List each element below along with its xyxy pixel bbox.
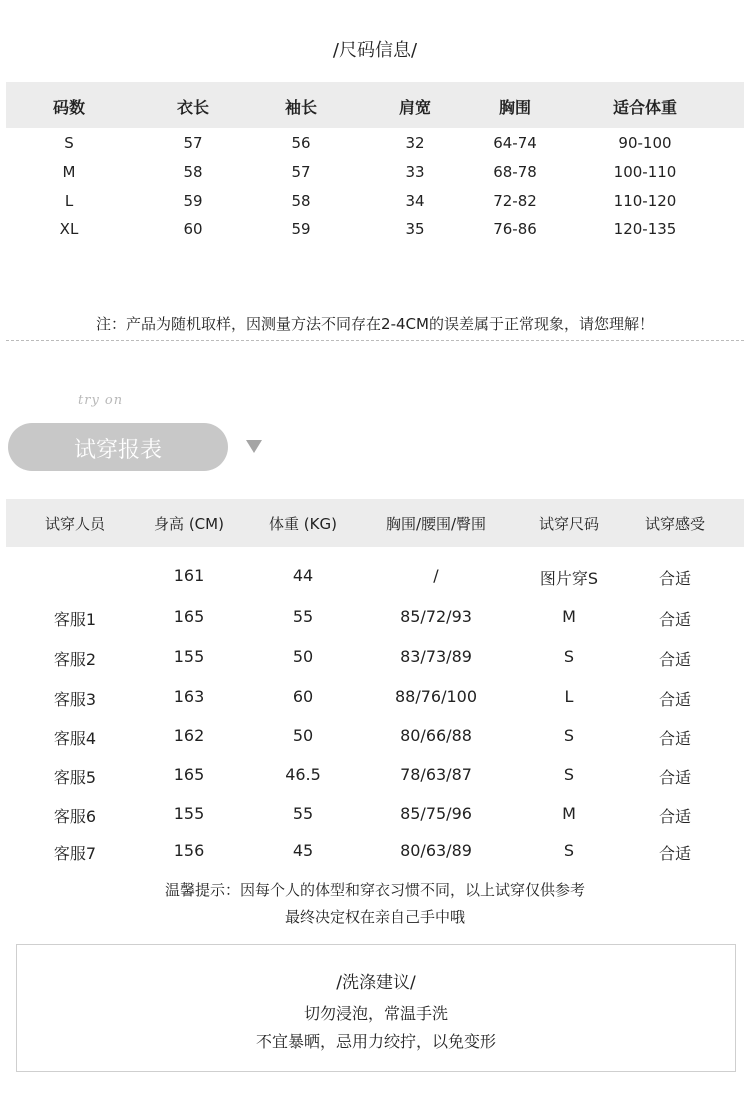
try-on-tip-line2: 最终决定权在亲自己手中哦	[284, 908, 465, 926]
try-cell: 80/63/89	[400, 841, 472, 860]
try-cell: 客服5	[53, 768, 97, 787]
size-cell: 58	[291, 192, 311, 210]
try-cell: S	[563, 841, 575, 860]
size-col-header: 袖长	[284, 98, 317, 117]
try-cell: 155	[173, 647, 205, 666]
try-cell: 55	[292, 804, 314, 823]
try-cell: M	[562, 607, 576, 626]
size-cell: 76-86	[493, 220, 537, 238]
size-cell: 35	[405, 220, 425, 238]
size-cell: 90-100	[618, 134, 672, 152]
try-cell: 85/75/96	[400, 804, 472, 823]
try-on-tip-line1: 温馨提示：因每个人的体型和穿衣习惯不同，以上试穿仅供参考	[164, 881, 585, 899]
washing-line2: 不宜暴晒，忌用力绞拧，以免变形	[255, 1032, 496, 1051]
try-cell: 46.5	[285, 765, 321, 784]
size-cell: 110-120	[613, 192, 677, 210]
measurement-note: 注：产品为随机取样，因测量方法不同存在2-4CM的误差属于正常现象，请您理解！	[96, 315, 654, 333]
try-col-header: 试穿尺码	[538, 515, 599, 533]
size-cell: 60	[183, 220, 203, 238]
try-on-row	[6, 726, 744, 750]
size-cell: 57	[183, 134, 203, 152]
try-cell: M	[562, 804, 576, 823]
size-col-header: 衣长	[176, 98, 209, 117]
washing-title: /洗涤建议/	[336, 973, 416, 993]
try-cell: 80/66/88	[400, 726, 472, 745]
size-table-row	[6, 134, 744, 158]
size-cell: 59	[291, 220, 311, 238]
try-cell: 合适	[658, 729, 691, 748]
try-cell: 合适	[658, 690, 691, 709]
try-cell: S	[563, 726, 575, 745]
try-cell: 图片穿S	[539, 569, 599, 588]
try-cell: /	[433, 566, 439, 585]
try-cell: 合适	[658, 610, 691, 629]
try-cell: 165	[173, 607, 205, 626]
size-cell: M	[62, 163, 76, 181]
size-table-header	[6, 82, 744, 128]
try-cell: 78/63/87	[400, 765, 472, 784]
try-on-row	[6, 566, 744, 590]
size-cell: 33	[405, 163, 425, 181]
try-on-row	[6, 804, 744, 828]
try-on-row	[6, 765, 744, 789]
try-cell: 客服4	[53, 729, 97, 748]
try-cell: 162	[173, 726, 205, 745]
try-cell: L	[564, 687, 574, 706]
try-cell: S	[563, 765, 575, 784]
try-cell: 50	[292, 726, 314, 745]
section-divider	[6, 340, 744, 341]
size-table-row	[6, 220, 744, 244]
try-cell: 客服1	[53, 610, 97, 629]
size-col-header: 胸围	[498, 98, 531, 117]
size-cell: 59	[183, 192, 203, 210]
try-cell: 88/76/100	[394, 687, 478, 706]
try-cell: S	[563, 647, 575, 666]
try-on-row	[6, 841, 744, 865]
size-cell: 120-135	[613, 220, 677, 238]
size-cell: 56	[291, 134, 311, 152]
size-cell: 72-82	[493, 192, 537, 210]
size-cell: XL	[59, 220, 79, 238]
try-col-header: 身高 (CM)	[154, 515, 224, 533]
size-cell: S	[64, 134, 74, 152]
size-table-row	[6, 192, 744, 216]
try-on-script-text: try on	[78, 393, 124, 408]
try-cell: 客服3	[53, 690, 97, 709]
try-cell: 合适	[658, 844, 691, 863]
try-cell: 合适	[658, 807, 691, 826]
size-cell: 32	[405, 134, 425, 152]
size-cell: 64-74	[493, 134, 537, 152]
size-cell: 100-110	[613, 163, 677, 181]
try-cell: 55	[292, 607, 314, 626]
try-cell: 50	[292, 647, 314, 666]
try-cell: 161	[173, 566, 205, 585]
try-on-row	[6, 607, 744, 631]
try-col-header: 试穿感受	[644, 515, 705, 533]
try-cell: 85/72/93	[400, 607, 472, 626]
try-cell: 156	[173, 841, 205, 860]
size-col-header: 适合体重	[612, 98, 677, 117]
try-cell: 45	[292, 841, 314, 860]
size-cell: 58	[183, 163, 203, 181]
try-cell: 155	[173, 804, 205, 823]
try-cell: 165	[173, 765, 205, 784]
triangle-down-icon	[246, 440, 262, 453]
washing-line1: 切勿浸泡，常温手洗	[303, 1004, 448, 1023]
try-col-header: 体重 (KG)	[269, 515, 337, 533]
try-cell: 83/73/89	[400, 647, 472, 666]
size-cell: 57	[291, 163, 311, 181]
try-on-row	[6, 647, 744, 671]
try-cell: 客服7	[53, 844, 97, 863]
try-on-row	[6, 687, 744, 711]
size-cell: 34	[405, 192, 425, 210]
try-cell: 60	[292, 687, 314, 706]
size-info-title: /尺码信息/	[332, 40, 418, 61]
try-cell: 客服2	[53, 650, 97, 669]
try-on-table-header	[6, 499, 744, 547]
try-cell: 163	[173, 687, 205, 706]
try-cell: 合适	[658, 650, 691, 669]
size-col-header: 码数	[52, 98, 85, 117]
size-col-header: 肩宽	[398, 98, 431, 117]
try-cell: 合适	[658, 768, 691, 787]
size-table-row	[6, 163, 744, 187]
size-cell: L	[64, 192, 74, 210]
try-cell: 客服6	[53, 807, 97, 826]
try-cell: 44	[292, 566, 314, 585]
try-col-header: 胸围/腰围/臀围	[385, 515, 487, 533]
try-on-pill-label: 试穿报表	[73, 438, 162, 463]
try-col-header: 试穿人员	[44, 515, 105, 533]
try-cell: 合适	[658, 569, 691, 588]
size-cell: 68-78	[493, 163, 537, 181]
